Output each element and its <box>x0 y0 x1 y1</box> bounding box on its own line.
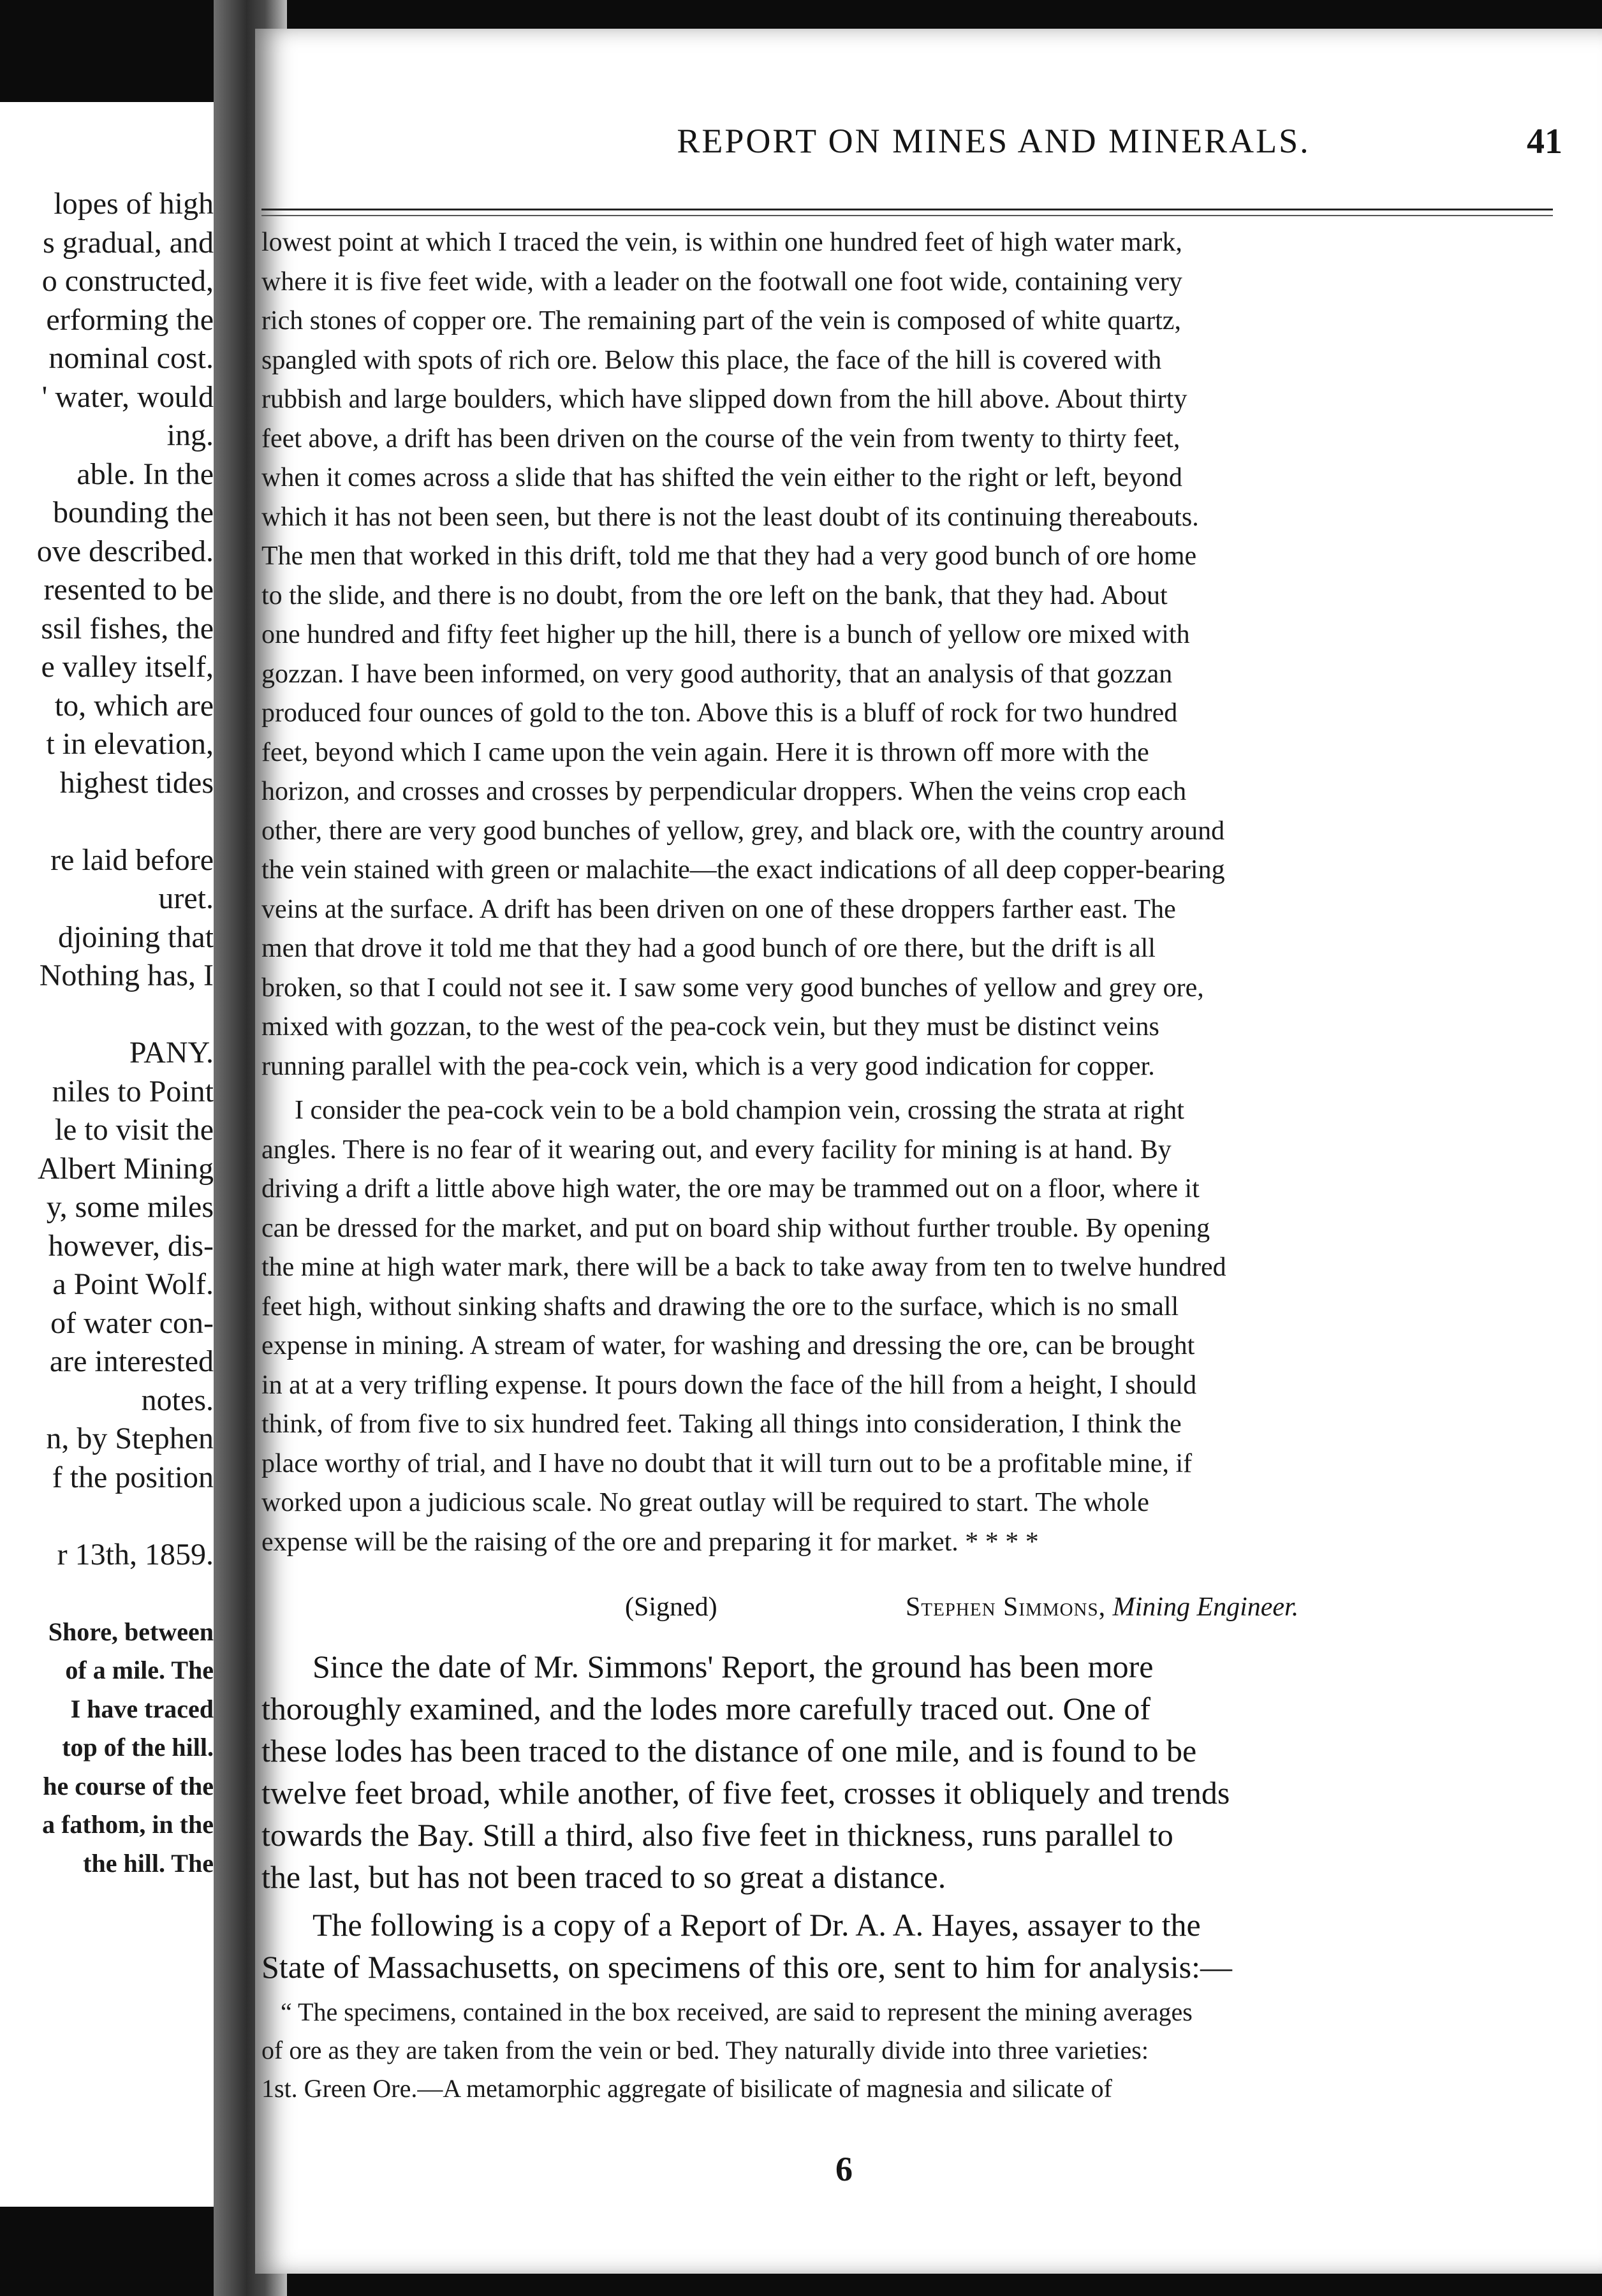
left-page-line: f the position <box>52 1460 214 1494</box>
paragraph-3 <box>261 1645 1467 1898</box>
page-number: 41 <box>1527 122 1562 161</box>
paragraph1-line: one hundred and fifty feet higher up the hill, there is a bunch of yellow ore mixed with <box>261 620 1190 649</box>
left-page-line: to, which are <box>54 688 214 723</box>
left-page-line: uret. <box>158 881 214 915</box>
left-page-line: Shore, between <box>48 1617 214 1646</box>
quoted-report <box>261 1993 1467 2108</box>
paragraph1-line: horizon, and crosses and crosses by perpendicular droppers. When the veins crop each <box>261 777 1187 806</box>
quote-line: “ The specimens, contained in the box received, are said to represent the mining averages <box>281 1998 1193 2026</box>
left-page-line: of a mile. The <box>65 1656 214 1684</box>
left-page-line: highest tides <box>59 765 214 800</box>
quote-line: of ore as they are taken from the vein or bed. They naturally divide into three varieties: <box>261 2036 1149 2064</box>
paragraph1-line: lowest point at which I traced the vein, is within one hundred feet of high water mark, <box>261 228 1182 257</box>
paragraph2-line: can be dressed for the market, and put on board ship without further trouble. By opening <box>261 1213 1210 1243</box>
left-page-line: resented to be <box>43 573 214 607</box>
left-page-line: r 13th, 1859. <box>57 1537 214 1571</box>
signer-name: Stephen Simmons, <box>906 1593 1106 1622</box>
paragraph1-line: which it has not been seen, but there is not the least doubt of its continuing thereabouts. <box>261 502 1199 532</box>
paragraph2-line: worked upon a judicious scale. No great outlay will be required to start. The whole <box>261 1488 1149 1517</box>
paragraph3-line: Since the date of Mr. Simmons' Report, the ground has been more <box>312 1649 1154 1684</box>
paragraph2-line: angles. There is no fear of it wearing out, and every facility for mining is at hand. By <box>261 1135 1172 1165</box>
paragraph1-line: where it is five feet wide, with a leader on the footwall one foot wide, containing very <box>261 267 1182 297</box>
paragraph3-line: twelve feet broad, while another, of five feet, crosses it obliquely and trends <box>261 1775 1230 1811</box>
paragraph1-line: to the slide, and there is no doubt, from the ore left on the bank, that they had. About <box>261 580 1168 610</box>
paragraph2-line: think, of from five to six hundred feet. Taking all things into consideration, I think the <box>261 1409 1182 1439</box>
left-page-line: PANY. <box>129 1036 214 1070</box>
paragraph1-line: other, there are very good bunches of yellow, grey, and black ore, with the country around <box>261 816 1225 846</box>
paragraph2-line: place worthy of trial, and I have no doubt that it will turn out to be a profitable mine, if <box>261 1448 1193 1478</box>
left-page-line: y, some miles <box>46 1190 214 1224</box>
left-page-line: djoining that <box>58 920 214 954</box>
left-page-line: top of the hill. <box>62 1733 214 1762</box>
signed-label: (Signed) <box>625 1593 717 1622</box>
paragraph1-line: rich stones of copper ore. The remaining part of the vein is composed of white quartz, <box>261 306 1181 335</box>
left-page-line: he course of the <box>43 1771 214 1800</box>
paragraph1-line: spangled with spots of rich ore. Below this place, the face of the hill is covered with <box>261 345 1162 375</box>
body-text <box>255 29 1602 2274</box>
left-page-line: lopes of high <box>54 187 214 221</box>
left-page-line: n, by Stephen <box>46 1422 214 1455</box>
paragraph1-line: gozzan. I have been informed, on very good authority, that an analysis of that gozzan <box>261 659 1173 689</box>
paragraph1-line: feet above, a drift has been driven on the course of the vein from twenty to thirty feet, <box>261 423 1180 453</box>
left-page-line: bounding the <box>53 496 214 529</box>
left-page-line: a fathom, in the <box>42 1810 214 1839</box>
paragraph1-line: when it comes across a slide that has shifted the vein either to the right or left, beyond <box>261 463 1182 492</box>
left-page-line: ' water, would <box>41 379 214 414</box>
left-page-line: s gradual, and <box>43 225 214 260</box>
paragraph3-line: thoroughly examined, and the lodes more carefully traced out. One of <box>261 1691 1150 1726</box>
paragraph3-line: the last, but has not been traced to so great a distance. <box>261 1859 946 1895</box>
paragraph1-line: produced four ounces of gold to the ton. Above this is a bluff of rock for two hundred <box>261 698 1178 728</box>
signature-mark: 6 <box>835 2150 853 2188</box>
paragraph4-line: The following is a copy of a Report of Dr. A. A. Hayes, assayer to the <box>312 1907 1201 1943</box>
left-page-line: the hill. The <box>83 1848 214 1878</box>
left-page-line: ssil fishes, the <box>41 611 214 645</box>
left-page-line: re laid before <box>50 843 214 877</box>
paragraph1-line: running parallel with the pea-cock vein, which is a very good indication for copper. <box>261 1051 1155 1081</box>
left-page-line: Albert Mining <box>38 1151 214 1186</box>
left-page-line: niles to Point <box>52 1074 214 1108</box>
running-title: REPORT ON MINES AND MINERALS. <box>677 122 1311 160</box>
signer-role: Mining Engineer. <box>1112 1593 1299 1622</box>
paragraph2-line: the mine at high water mark, there will be a back to take away from ten to twelve hundred <box>261 1253 1226 1282</box>
left-page-line: a Point Wolf. <box>52 1267 214 1301</box>
paragraph1-line: men that drove it told me that they had a good bunch of ore there, but the drift is all <box>261 934 1156 963</box>
paragraph3-line: towards the Bay. Still a third, also five feet in thickness, runs parallel to <box>261 1817 1173 1853</box>
left-page-line: Nothing has, I <box>39 959 214 992</box>
left-page-line: t in elevation, <box>46 727 214 761</box>
paragraph1-line: rubbish and large boulders, which have slipped down from the hill above. About thirty <box>261 385 1187 414</box>
paragraph1-line: mixed with gozzan, to the west of the pea-cock vein, but they must be distinct veins <box>261 1012 1159 1041</box>
left-page-line: ing. <box>166 418 214 452</box>
paragraph3-line: these lodes has been traced to the distance of one mile, and is found to be <box>261 1733 1197 1769</box>
paragraph2-line: I consider the pea-cock vein to be a bold champion vein, crossing the strata at right <box>295 1096 1184 1125</box>
paragraph1-line: the vein stained with green or malachite—the exact indications of all deep copper-bearing <box>261 855 1225 885</box>
left-page-line: notes. <box>141 1383 214 1417</box>
paragraph4-line: State of Massachusetts, on specimens of this ore, sent to him for analysis:— <box>261 1949 1232 1985</box>
left-page-line: e valley itself, <box>41 650 214 684</box>
paragraph1-line: The men that worked in this drift, told me that they had a very good bunch of ore home <box>261 541 1197 571</box>
paragraph2-line: in at at a very trifling expense. It pours down the face of the hill from a height, I should <box>261 1370 1197 1400</box>
left-page-line: erforming the <box>46 302 214 337</box>
paragraph2-line: feet high, without sinking shafts and drawing the ore to the surface, which is no small <box>261 1292 1179 1321</box>
paragraph1-line: broken, so that I could not see it. I saw some very good bunches of yellow and grey ore, <box>261 973 1204 1003</box>
paragraph2-line: expense in mining. A stream of water, for washing and dressing the ore, can be brought <box>261 1331 1195 1360</box>
paragraph-2 <box>261 1091 1467 1562</box>
left-page-line: of water con- <box>50 1306 214 1340</box>
left-page-line: le to visit the <box>54 1113 214 1147</box>
paragraph1-line: feet, beyond which I came upon the vein again. Here it is thrown off more with the <box>261 737 1149 767</box>
left-page-line: able. In the <box>77 457 214 491</box>
left-page-line: are interested <box>49 1344 214 1378</box>
signer <box>906 1588 1298 1626</box>
paragraph2-line: driving a drift a little above high water, the ore may be trammed out on a floor, where it <box>261 1174 1200 1203</box>
left-page-line: nominal cost. <box>48 341 214 375</box>
paragraph1-line: veins at the surface. A drift has been driven on one of these droppers farther east. The <box>261 894 1176 924</box>
paragraph-4 <box>261 1904 1467 1988</box>
paragraph2-line: expense will be the raising of the ore and preparing it for market. * * * * <box>261 1527 1039 1557</box>
left-page-line: I have traced <box>70 1694 214 1723</box>
left-facing-page <box>0 102 214 2207</box>
right-page <box>255 29 1602 2274</box>
left-page-line: ove described. <box>36 534 214 568</box>
paragraph-1 <box>261 223 1467 1086</box>
left-page-line: o constructed, <box>41 264 214 298</box>
quote-line: 1st. Green Ore.—A metamorphic aggregate of bisilicate of magnesia and silicate of <box>261 2074 1112 2103</box>
left-page-line: however, dis- <box>48 1228 214 1263</box>
